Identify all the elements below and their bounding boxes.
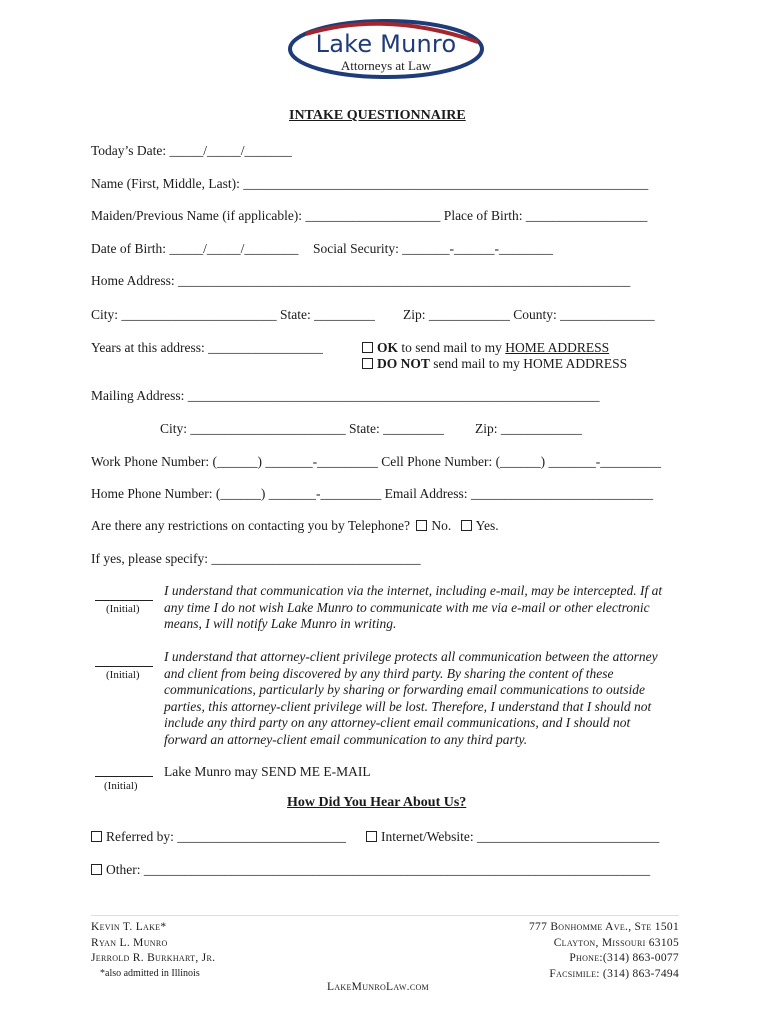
mailing-city-state-field[interactable]: City: _______________________ State: _________ — [160, 421, 444, 436]
mailing-address-field[interactable]: Mailing Address: _____________________________________________________________ — [91, 388, 600, 403]
initial-label-3: (Initial) — [104, 780, 138, 792]
mail-not-option[interactable] — [362, 356, 627, 372]
privilege-statement: I understand that attorney-client privilege protects all communication between the attorney and client from being discovered by any third party. By sharing the content of these communications, particularly by sharing or forwarding email communications to outside parties, this attorney-client privilege will be lost. Therefore, I understand that I should not include any third party on any attorney-client email communications, and I should not forward an attorney-client email communication to any third party. — [164, 649, 658, 747]
firm-logo — [286, 16, 486, 82]
mail-ok-text: to send mail to my — [398, 340, 506, 355]
logo-name: Lake Munro — [315, 30, 457, 58]
ssn-field[interactable]: Social Security: _______-______-________ — [313, 241, 553, 256]
referred-field[interactable]: Referred by: _________________________ — [106, 829, 346, 844]
restrictions-yes-checkbox[interactable] — [461, 520, 472, 531]
restrictions-no-label: No. — [431, 518, 452, 533]
todays-date-field[interactable]: Today’s Date: _____/_____/_______ — [91, 143, 292, 158]
footer-fax: Facsimile: (314) 863-7494 — [549, 967, 679, 980]
internet-communication-statement: I understand that communication via the internet, including e-mail, may be intercepted. If at any time I do not wish Lake Munro to communicate with me via e-mail or other electronic means, I will notify Lake Munro in writing. — [164, 583, 663, 631]
internet-option[interactable] — [366, 829, 659, 845]
footer-attorneys — [91, 920, 215, 967]
initial-line-3[interactable] — [95, 776, 153, 777]
other-option[interactable] — [91, 862, 650, 878]
footer-contact — [529, 920, 679, 982]
mail-not-bold: DO NOT — [377, 356, 430, 371]
attorney-1: Kevin T. Lake* — [91, 921, 167, 933]
name-field[interactable]: Name (First, Middle, Last): ____________________________________________________________ — [91, 176, 649, 191]
maiden-birthplace-field[interactable]: Maiden/Previous Name (if applicable): ____________________ Place of Birth: __________________ — [91, 208, 648, 223]
city-state-field[interactable]: City: _______________________ State: _________ — [91, 307, 375, 322]
work-cell-phone-field[interactable]: Work Phone Number: (______) _______-_________ Cell Phone Number: (______) _______-_________ — [91, 454, 661, 469]
mail-ok-home: HOME ADDRESS — [505, 340, 610, 355]
referred-option[interactable] — [91, 829, 346, 845]
email-consent-statement: Lake Munro may SEND ME E-MAIL — [164, 764, 371, 779]
years-at-address-field[interactable]: Years at this address: _________________ — [91, 340, 323, 355]
dob-field[interactable]: Date of Birth: _____/_____/________ — [91, 241, 299, 256]
mailing-zip-field[interactable]: Zip: ____________ — [475, 421, 582, 436]
mail-ok-bold: OK — [377, 340, 399, 355]
restrictions-yes-label: Yes. — [475, 518, 499, 533]
internet-field[interactable]: Internet/Website: ___________________________ — [381, 829, 660, 844]
other-field[interactable]: Other: ___________________________________________________________________________ — [106, 862, 651, 877]
page-title: INTAKE QUESTIONNAIRE — [289, 108, 466, 123]
logo-tagline: Attorneys at Law — [340, 58, 432, 73]
home-phone-email-field[interactable]: Home Phone Number: (______) _______-_________ Email Address: ___________________________ — [91, 486, 654, 501]
referred-checkbox[interactable] — [91, 831, 102, 842]
footer-website[interactable]: LakeMunroLaw.com — [327, 981, 429, 993]
footer-note: *also admitted in Illinois — [100, 968, 200, 979]
mail-not-checkbox[interactable] — [362, 358, 373, 369]
footer-address-1: 777 Bonhomme Ave., Ste 1501 — [529, 921, 679, 933]
initial-line-1[interactable] — [95, 600, 153, 601]
zip-county-field[interactable]: Zip: ____________ County: ______________ — [403, 307, 655, 322]
home-address-field[interactable]: Home Address: ___________________________________________________________________ — [91, 273, 631, 288]
other-checkbox[interactable] — [91, 864, 102, 875]
footer-phone: Phone:(314) 863-0077 — [569, 952, 679, 964]
mail-not-text: send mail to my HOME ADDRESS — [429, 356, 628, 371]
hear-heading: How Did You Hear About Us? — [287, 795, 467, 810]
restrictions-question — [91, 518, 499, 534]
initial-line-2[interactable] — [95, 666, 153, 667]
footer-divider — [91, 915, 679, 916]
restrictions-no-checkbox[interactable] — [416, 520, 427, 531]
initial-label-2: (Initial) — [106, 669, 140, 681]
attorney-2: Ryan L. Munro — [91, 936, 168, 949]
internet-checkbox[interactable] — [366, 831, 377, 842]
restrictions-label: Are there any restrictions on contacting you by Telephone? — [91, 518, 410, 533]
specify-field[interactable]: If yes, please specify: _______________________________ — [91, 551, 421, 566]
mail-ok-option[interactable] — [362, 340, 609, 356]
attorney-3: Jerrold R. Burkhart, Jr. — [91, 952, 216, 964]
mail-ok-checkbox[interactable] — [362, 342, 373, 353]
initial-label-1: (Initial) — [106, 603, 140, 615]
footer-address-2: Clayton, Missouri 63105 — [553, 936, 679, 949]
